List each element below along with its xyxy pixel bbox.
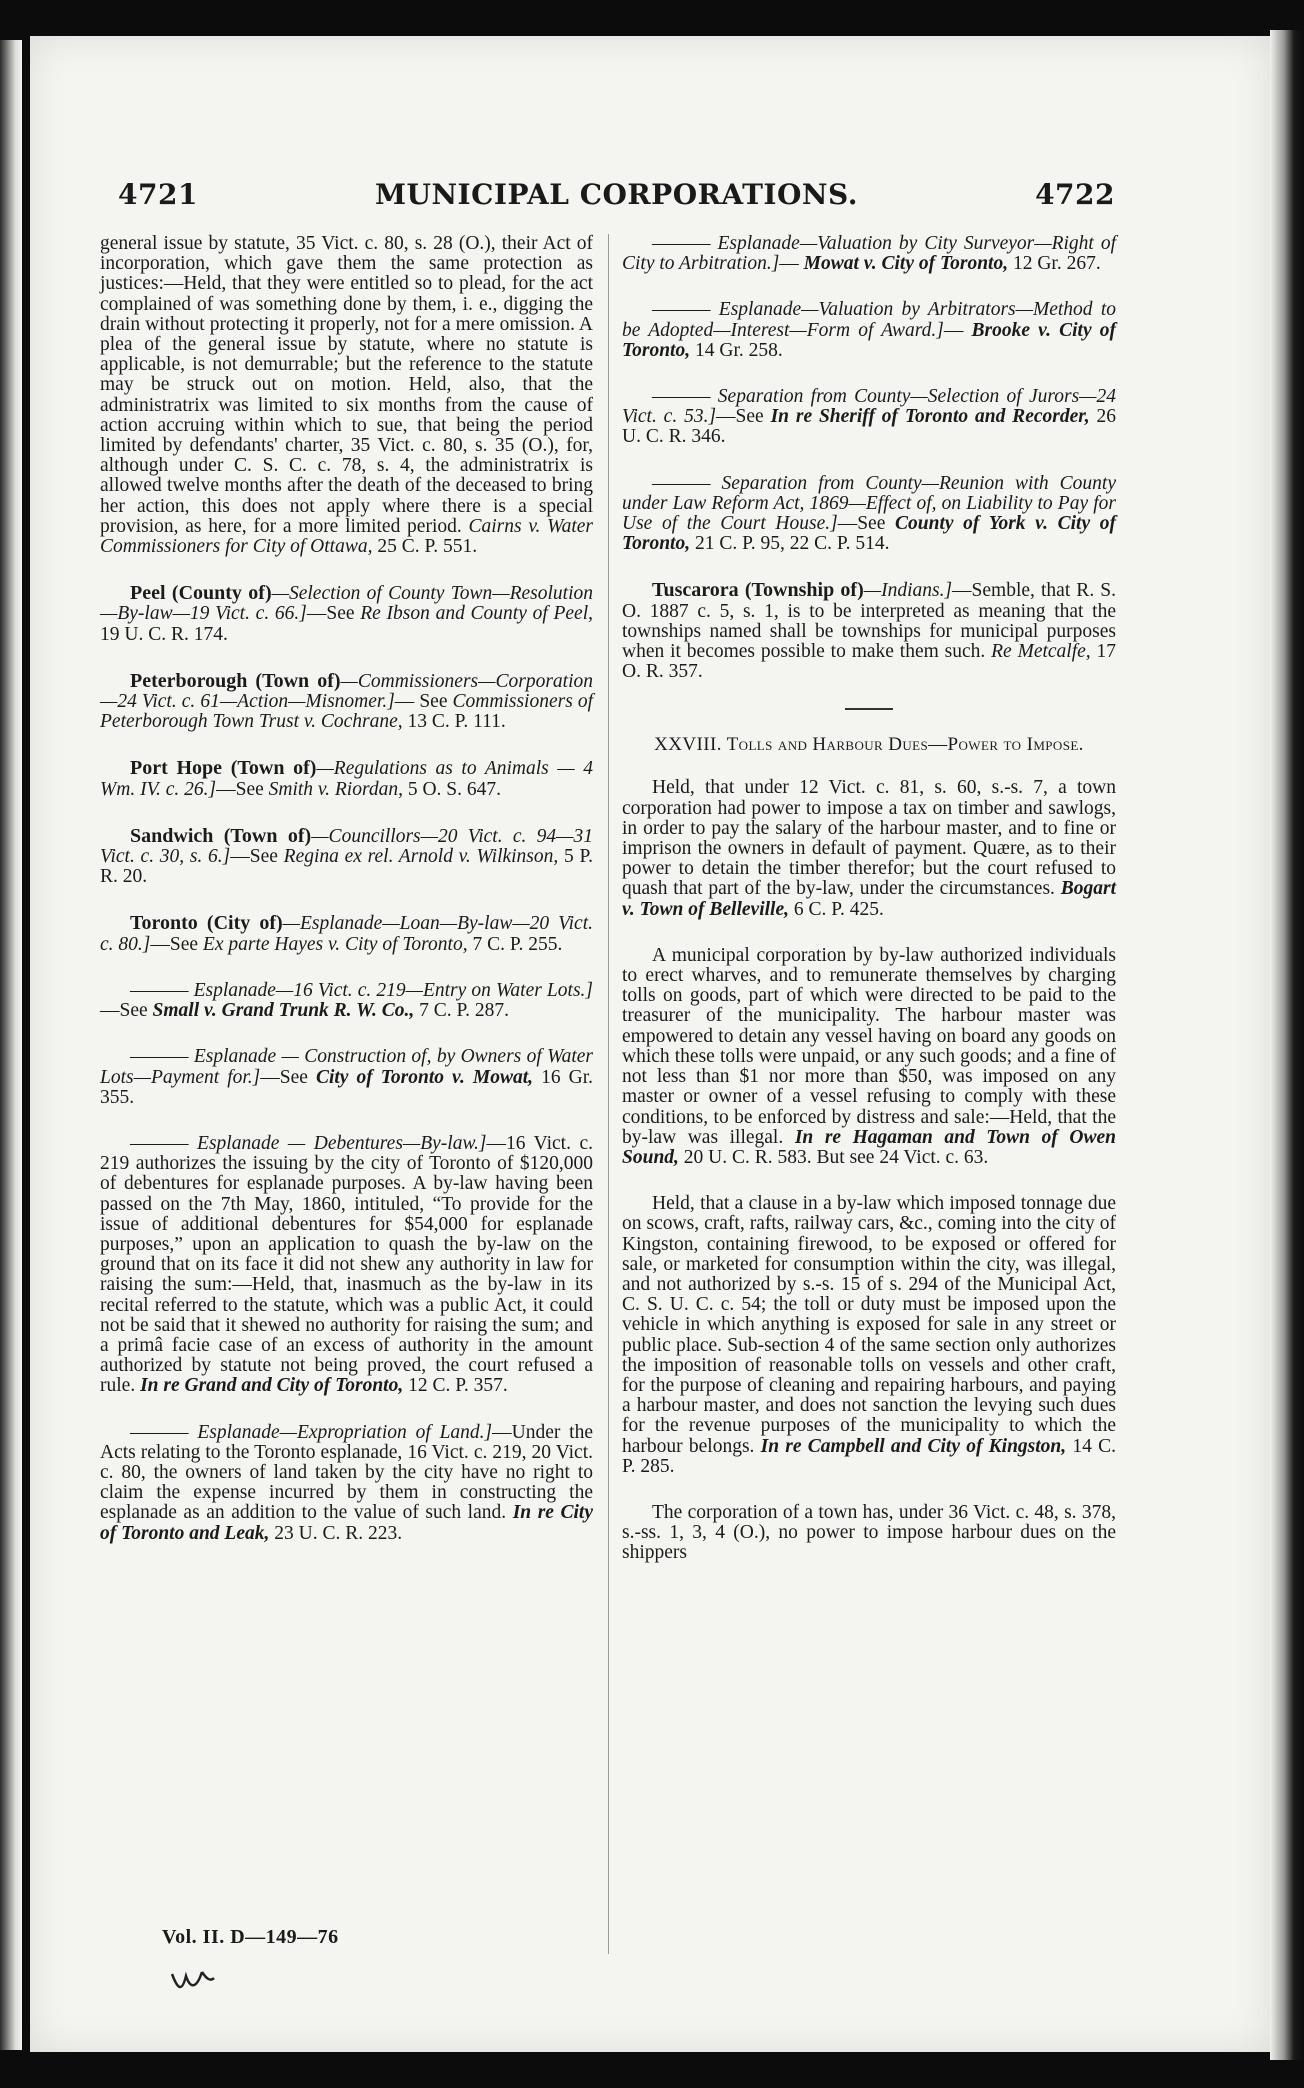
case-citation: In re Campbell and City of Kingston,: [760, 1435, 1067, 1457]
entry-dash: ———: [652, 386, 711, 408]
report-reference: 14 C. P. 285.: [622, 1435, 1116, 1477]
entry-dash: ———: [130, 1046, 189, 1068]
report-reference: 6 C. P. 425.: [793, 898, 884, 920]
tuscarora-entry: Tuscarora (Township of)—Indians.]—Semble, that R. S. O. 1887 c. 5, s. 1, is to be interpreted as meaning that the townships named shall be townships for municipal purposes when it becomes possible to make them such. Re Metcalfe, 17 O. R. 357.: [622, 579, 1117, 683]
report-reference: 21 C. P. 95, 22 C. P. 514.: [694, 533, 890, 555]
see-reference: —See: [216, 778, 264, 800]
sub-entry: [100, 1423, 593, 1544]
case-citation: Mowat v. City of Toronto,: [803, 253, 1009, 275]
entry-dash: ———: [130, 1421, 189, 1443]
sub-entry: [100, 981, 593, 1021]
case-citation: Ex parte Hayes v. City of Toronto,: [202, 933, 468, 955]
see-reference: —See: [230, 846, 278, 868]
handwritten-mark: [168, 1960, 218, 2000]
entry-body: —Under the Acts relating to the Toronto esplanade, 16 Vict. c. 219, 20 Vict. c. 80, the owners of land taken by the city have no right to claim the expense incurred by them in constructing the esplanade as an addition to the value of such land.: [100, 1421, 593, 1524]
right-paragraphs: [622, 778, 1116, 1563]
case-citation: In re Hagaman and Town of Owen Sound,: [622, 1126, 1116, 1168]
case-citation: Small v. Grand Trunk R. W. Co.,: [152, 1000, 415, 1022]
sub-entry: [622, 234, 1116, 274]
see-reference: —See: [150, 933, 199, 955]
body-paragraph: [622, 778, 1116, 919]
entry-topic: Separation from County—Reunion with County under Law Reform Act, 1869—Effect of, on Liability to Pay for Use of the Court House.]: [622, 472, 1116, 535]
entry-dash: ———: [130, 1132, 189, 1154]
paragraph-text: A municipal corporation by by-law authorized individuals to erect wharves, and to remunerate themselves by charging tolls on goods, part of which were directed to be paid to the treasurer of the municipality. The harbour master was empowered to detain any vessel having on board any goods on which these tolls were unpaid, or any such goods; and a fine of not less than $1 nor more than $50, was imposed on any master or owner of a vessel refusing to comply with these conditions, to be enforced by distress and sale:—Held, that the by-law was illegal.: [622, 944, 1116, 1148]
entry-body: —16 Vict. c. 219 authorizes the issuing by the city of Toronto of $120,000 of debentures for esplanade purposes. A by-law having been passed on the 7th May, 1860, intituled, “To provide for the issue of additional debentures for $54,000 for esplanade purposes,” upon an application to quash the by-law on the ground that on its face it did not shew any authority in law for raising the sum:—Held, that, inasmuch as the by-law in its recital referred to the statute, which was a public Act, it could not be said that it shewed no authority for raising the sum; and a primâ facie case of an excess of authority in the amount authorized by statute not being proved, the court refused a rule.: [100, 1132, 593, 1397]
sub-entry: [622, 387, 1116, 448]
entry-topic: —Councillors—20 Vict. c. 94—31 Vict. c. 30, s. 6.]: [100, 825, 594, 868]
body-paragraph: [622, 1194, 1116, 1477]
see-reference: —: [943, 319, 964, 341]
index-entry: [100, 671, 593, 733]
entry-dash: ———: [652, 233, 711, 254]
entry-topic: Esplanade—Valuation by Arbitrators—Method to be Adopted—Interest—Form of Award.]: [622, 299, 1116, 341]
report-reference: 7 C. P. 255.: [472, 933, 563, 955]
left-page-number: 4721: [118, 178, 198, 211]
case-citation: Brooke v. City of Toronto,: [622, 319, 1117, 361]
report-reference: 5 P. R. 20.: [100, 846, 594, 888]
page-title: MUNICIPAL CORPORATIONS.: [375, 178, 858, 211]
body-paragraph: [622, 946, 1116, 1168]
entry-topic: —Regulations as to Animals — 4 Wm. IV. c. 26.]: [100, 758, 593, 800]
scan-right-edge: [1270, 30, 1304, 2060]
index-entry: [100, 913, 593, 954]
section-rule: [845, 708, 893, 710]
see-reference: —See: [837, 513, 886, 535]
section-title: XXVIII. Tolls and Harbour Dues—Power to Impose.: [654, 734, 1084, 756]
entry-topic: —Esplanade—Loan—By-law—20 Vict. c. 80.]: [100, 913, 593, 955]
column-divider: [608, 234, 609, 1954]
continuation-paragraph: general issue by statute, 35 Vict. c. 80, s. 28 (O.), their Act of incorporation, which gave them the same protection as justices:—Held, that they were entitled so to plead, for the act complained of was something done by them, i. e., digging the drain without protecting it properly, not for a mere omission. A plea of the general issue by statute, where no statute is applicable, is not demurrable; but the reference to the statute may be struck out on motion. Held, also, that the administratrix was limited to six months from the cause of action accruing within which to sue, that being the period limited by defendants' charter, 35 Vict. c. 80, s. 35 (O.), for, although under C. S. C. c. 78, s. 4, the administratrix is allowed twelve months after the death of the deceased to bring her action, this does not apply where there is a special provision, as here, for a more limited period. Cairns v. Water Commissioners for City of Ottawa, 25 C. P. 551.: [100, 233, 593, 558]
case-citation: In re City of Toronto and Leak,: [100, 1502, 593, 1544]
report-reference: 23 U. C. R. 223.: [274, 1522, 403, 1544]
case-citation: Smith v. Riordan,: [268, 778, 403, 800]
left-column: [100, 234, 593, 1570]
report-reference: 12 C. P. 357.: [408, 1375, 508, 1397]
see-reference: —See: [260, 1066, 308, 1088]
entry-topic: Esplanade — Construction of, by Owners of Water Lots—Payment for.]: [100, 1046, 594, 1088]
entry-heading: Toronto (City of): [130, 912, 283, 935]
paragraph-text: Held, that a clause in a by-law which imposed tonnage due on scows, craft, rafts, railway cars, &c., coming into the city of Kingston, containing firewood, to be exposed or offered for sale, or marketed for consumption within the city, was illegal, and not authorized by s.-s. 15 of s. 294 of the Municipal Act, C. S. U. C. c. 54; the toll or duty must be imposed upon the vehicle in which anything is exposed for sale in any street or public place. Sub-section 4 of the same section only authorizes the imposition of reasonable tolls on vessels and other craft, for the purpose of cleaning and repairing harbours, and paying a harbour master, and does not sanction the levying such dues for the revenue purposes of the municipality to which the harbour belongs.: [622, 1193, 1116, 1457]
sub-entry: [622, 474, 1116, 555]
report-reference: 7 C. P. 287.: [419, 1000, 510, 1022]
left-sub-entries: [100, 981, 593, 1544]
sub-entry: [100, 1047, 593, 1108]
see-reference: —See: [716, 406, 764, 428]
report-reference: 16 Gr. 355.: [100, 1066, 594, 1108]
body-paragraph: [622, 1503, 1116, 1564]
signature-line: Vol. II. D—149—76: [162, 1926, 339, 1948]
index-entry: [100, 583, 593, 645]
entry-heading: Peel (County of): [130, 582, 272, 605]
case-citation: Cairns v. Water Commissioners for City of Ottawa,: [100, 515, 593, 558]
right-page-number: 4722: [1035, 178, 1115, 211]
entry-heading: Peterborough (Town of): [130, 669, 341, 692]
case-citation: In re Sheriff of Toronto and Recorder,: [770, 406, 1090, 428]
right-sub-entries: [622, 234, 1116, 554]
entry-topic: Separation from County—Selection of Jurors—24 Vict. c. 53.]: [622, 386, 1116, 428]
report-reference: 19 U. C. R. 174.: [100, 623, 228, 645]
report-reference: 25 C. P. 551.: [377, 536, 478, 558]
entry-topic: Esplanade—Valuation by City Surveyor—Right of City to Arbitration.]: [622, 233, 1117, 275]
entry-topic: Esplanade — Debentures—By-law.]: [197, 1132, 487, 1154]
see-reference: —See: [100, 1000, 148, 1022]
see-reference: —See: [306, 603, 355, 625]
entry-topic: Esplanade—16 Vict. c. 219—Entry on Water Lots.]: [193, 979, 593, 1001]
entry-heading: Tuscarora (Township of): [652, 579, 864, 602]
paragraph-text: Held, that under 12 Vict. c. 81, s. 60, s.-s. 7, a town corporation had power to impose a tax on timber and sawlogs, in order to pay the salary of the harbour master, and to fine or imprison the owners in default of payment. Quære, as to their power to detain the timber therefor; but the court refused to quash that part of the by-law, under the circumstances.: [622, 777, 1116, 900]
entry-topic: Esplanade—Expropriation of Land.]: [197, 1421, 493, 1443]
report-reference: 17 O. R. 357.: [622, 641, 1117, 683]
case-citation: Re Metcalfe,: [991, 641, 1091, 663]
entry-topic: —Selection of County Town—Resolution—By-law—19 Vict. c. 66.]: [100, 583, 593, 625]
entry-dash: ———: [130, 979, 189, 1001]
entry-dash: ———: [652, 472, 711, 494]
report-reference: 20 U. C. R. 583. But see 24 Vict. c. 63.: [683, 1146, 989, 1168]
entry-dash: ———: [652, 299, 711, 321]
report-reference: 26 U. C. R. 346.: [622, 406, 1116, 448]
index-entry: [100, 758, 593, 799]
case-citation: County of York v. City of Toronto,: [622, 513, 1117, 555]
index-entry: [100, 826, 593, 888]
case-citation: Commissioners of Peterborough Town Trust v. Cochrane,: [100, 691, 594, 733]
sub-entry: [100, 1134, 593, 1397]
running-header: [118, 178, 1115, 218]
case-citation: In re Grand and City of Toronto,: [140, 1375, 404, 1397]
case-citation: Re Ibson and County of Peel,: [360, 603, 593, 625]
case-citation: Regina ex rel. Arnold v. Wilkinson,: [283, 846, 559, 868]
case-citation: Bogart v. Town of Belleville,: [622, 878, 1116, 920]
report-reference: 14 Gr. 258.: [694, 339, 783, 361]
left-entries: [100, 583, 593, 955]
case-citation: City of Toronto v. Mowat,: [315, 1066, 534, 1088]
report-reference: 13 C. P. 111.: [407, 711, 506, 733]
entry-heading: Sandwich (Town of): [130, 824, 312, 847]
scan-left-edge: [0, 40, 22, 2050]
entry-heading: Port Hope (Town of): [130, 757, 317, 780]
paragraph-text: The corporation of a town has, under 36 Vict. c. 48, s. 378, s.-ss. 1, 3, 4 (O.), no power to impose harbour dues on the shippers: [622, 1501, 1116, 1564]
see-reference: — See: [394, 691, 448, 713]
sub-entry: [622, 300, 1116, 361]
report-reference: 12 Gr. 267.: [1012, 253, 1101, 275]
report-reference: 5 O. S. 647.: [407, 778, 502, 800]
entry-topic: —Commissioners—Corporation—24 Vict. c. 61—Action—Misnomer.]: [100, 670, 593, 713]
see-reference: —: [779, 253, 799, 275]
right-column: [622, 234, 1116, 1590]
